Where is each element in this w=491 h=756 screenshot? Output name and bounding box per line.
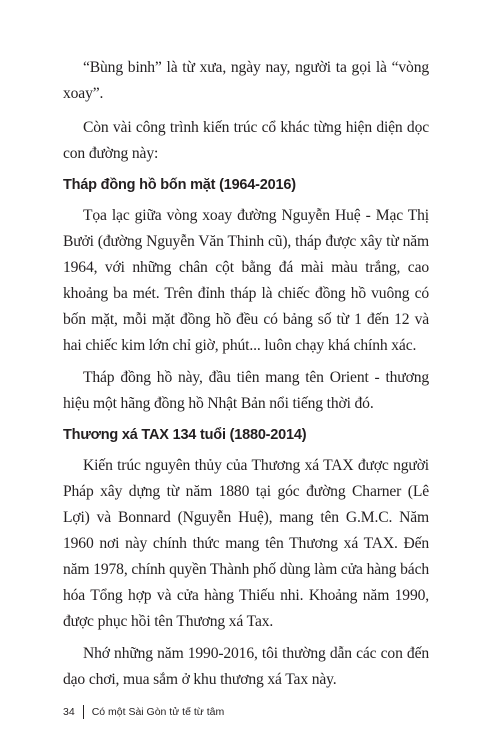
footer-divider — [83, 705, 84, 719]
book-title: Có một Sài Gòn tử tế từ tâm — [91, 706, 225, 718]
page-number: 34 — [63, 706, 75, 718]
paragraph-bung-binh: “Bùng binh” là từ xưa, ngày nay, người ta gọi là “vòng xoay”. — [63, 59, 429, 102]
page-footer — [63, 705, 224, 719]
heading-clock-tower: Tháp đồng hồ bốn mặt (1964-2016) — [63, 177, 296, 193]
paragraph-clock-tower: Tọa lạc giữa vòng xoay đường Nguyễn Huệ - Mạc Thị Bưởi (đường Nguyễn Văn Thinh cũ), tháp được xây từ năm 1964, với những chân cột bằng đá mài màu trắng, cao khoảng ba mét. Trên đỉnh tháp là chiếc đồng hồ vuông có bốn mặt, mỗi mặt đồng hồ đều có bảng số từ 1 đến 12 và hai chiếc kim lớn chỉ giờ, phút... luôn chạy khá chính xác. — [63, 207, 429, 354]
heading-tax: Thương xá TAX 134 tuổi (1880-2014) — [63, 427, 307, 443]
paragraph-tax-history: Kiến trúc nguyên thủy của Thương xá TAX được người Pháp xây dựng từ năm 1880 tại góc đường Charner (Lê Lợi) và Bonnard (Nguyễn Huệ), mang tên G.M.C. Năm 1960 nơi này chính thức mang tên Thương xá TAX. Đến năm 1978, chính quyền Thành phố dùng làm cửa hàng bách hóa Tổng hợp và cửa hàng Thiếu nhi. Khoảng năm 1990, được phục hồi tên Thương xá Tax. — [63, 457, 429, 630]
paragraph-memory: Nhớ những năm 1990-2016, tôi thường dẫn các con đến dạo chơi, mua sắm ở khu thương xá Tax này. — [63, 645, 429, 688]
paragraph-intro: Còn vài công trình kiến trúc cổ khác từng hiện diện dọc con đường này: — [63, 119, 429, 162]
page-content — [63, 55, 429, 701]
paragraph-orient: Tháp đồng hồ này, đầu tiên mang tên Orient - thương hiệu một hãng đồng hồ Nhật Bản nổi tiếng thời đó. — [63, 369, 429, 412]
